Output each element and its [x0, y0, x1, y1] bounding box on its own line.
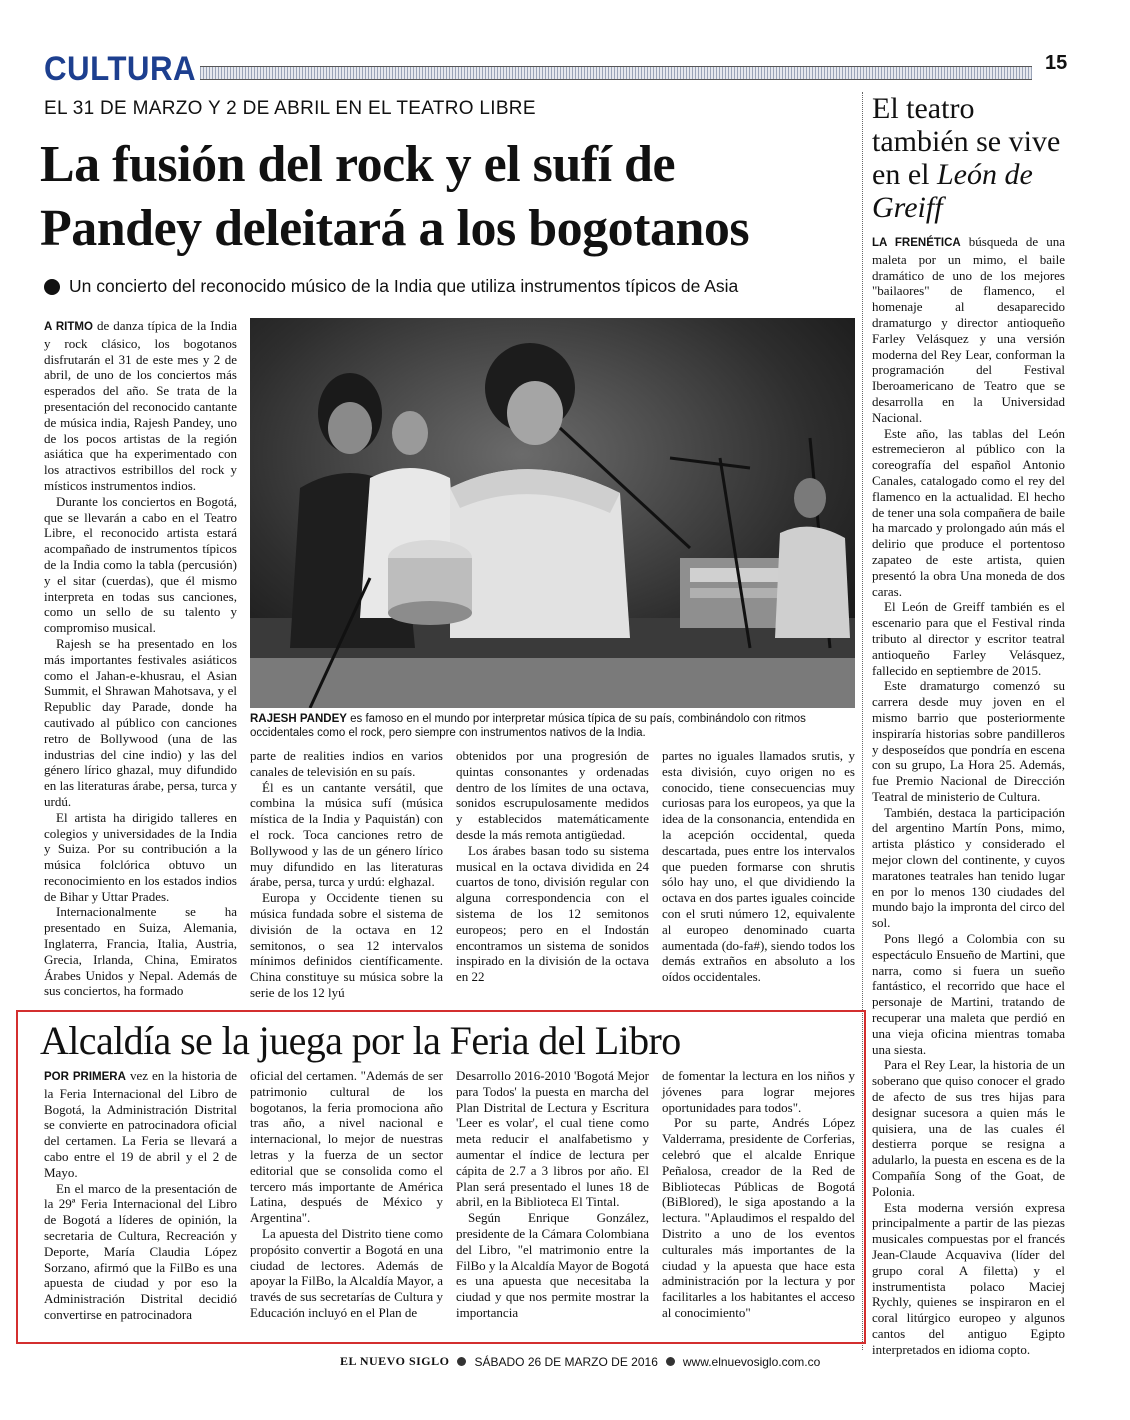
page-footer — [340, 1354, 820, 1369]
paragraph: El León de Greiff también es el escenario para que el Festival rinda tributo al director y escritor teatral antioqueño Farley Velásquez, fallecido en septiembre de 2015. — [872, 599, 1065, 678]
page-number: 15 — [1045, 52, 1068, 74]
paragraph: Este dramaturgo comenzó su carrera desde muy joven en el mismo barrio que posteriormente inspiraría historias sobre pandilleros y desposeídos que pondría en escena con su grupo, La Hora 25. Además, fue Premio Nacional de Dirección Teatral de ministerio de Cultura. — [872, 678, 1065, 804]
paragraph — [44, 1068, 237, 1181]
second-article-column-2 — [250, 1068, 443, 1321]
paragraph: Rajesh se ha presentado en los más importantes festivales asiáticos como el Jahan-e-khusrau, el Asian Summit, el Shrawan Mahotsava, y el Republic day Parade, donde ha cautivado al público con canciones retro de Bollywood (una de las industrias del cine indio) y las del género lírico ghazal, muy difundido en las literaturas árabe, persa, turca y urdú. — [44, 635, 237, 809]
paragraph: Los árabes basan todo su sistema musical en la octava dividida en 24 cuartos de tono, división regular con alguna correspondencia con el sistema de los 12 semitonos europeos; pero en el Indostán encontramos un sistema de sonidos inspirado en la división de la octava en 22 — [456, 842, 649, 985]
paragraph: Por su parte, Andrés López Valderrama, presidente de Corferias, celebró que el alcalde Enrique Peñalosa, creador de la Red de Bibliotecas Públicas de Bogotá (BiBlored), le siga apostando a la lectura. "Aplaudimos el respaldo del Distrito a uno de los eventos culturales más importantes de la ciudad y la apuesta que hace esta administración por la lectura y por facilitarles a los habitantes el acceso al conocimiento" — [662, 1115, 855, 1320]
paragraph: Durante los conciertos en Bogotá, que se llevarán a cabo en el Teatro Libre, el reconocido artista estará acompañado de instrumentos típicos de la India como la tabla (percusión) y el sitar (cuerdas), que él mismo interpreta en todas sus canciones, como un sello de su talento y compromiso musical. — [44, 493, 237, 636]
sidebar-headline-text: El teatro también se vive en el — [872, 92, 1061, 191]
paragraph: Él es un cantante versátil, que combina la música sufí (música mística de la India y Paquistán) con el rock. Toca canciones retro de Bollywood y las de un género lírico muy difundido en las literaturas árabe, persa, turca y urdú: elghazal. — [250, 779, 443, 890]
musicians-photo-illustration — [250, 318, 855, 708]
paragraph: Europa y Occidente tienen su música fundada sobre el sistema de división de la octava en 12 semitonos, o sea 12 intervalos mínimos definidos científicamente. China constituye su música sobre la serie de los 12 lyú — [250, 890, 443, 1000]
deck-text: Un concierto del reconocido músico de la India que utiliza instrumentos típicos de Asia — [69, 276, 739, 296]
paragraph: En el marco de la presentación de la 29ª Feria Internacional del Libro de Bogotá a líderes de opinión, la secretaria de Cultura, Recreación y Deporte, María Claudia López Sorzano, afirmó que la FilBo es una apuesta de ciudad y por eso la Administración Distrital decidió convertirse en patrocinadora — [44, 1180, 237, 1322]
article-column-3 — [456, 748, 649, 985]
sidebar-headline — [872, 92, 1072, 224]
lead-words: A RITMO — [44, 321, 93, 333]
section-title: CULTURA — [44, 50, 197, 88]
paragraph: El artista ha dirigido talleres en colegios y universidades de la India y Suiza. Por su contribución a la música folclórica obtuvo un reconocimiento en los estados indios de Bihar y Uttar Prades. — [44, 809, 237, 904]
paragraph: Pons llegó a Colombia con su espectáculo Ensueño de Martini, que narra, como si fuera un sueño fantástico, el recorrido que hace el personaje de Martini, tratando de recuperar una maleta que perdió en una vieja oficina mientras tomaba una siesta. — [872, 931, 1065, 1057]
caption-text: es famoso en el mundo por interpretar música típica de su país, combinándolo con ritmos occidentales como el rock, pero siempre con instrumentos nativos de la India. — [250, 713, 806, 739]
headline-line-2: Pandey deleitará a los bogotanos — [40, 200, 750, 257]
paragraph: de fomentar la lectura en los niños y jóvenes para lograr mejores oportunidades para todos". — [662, 1068, 855, 1115]
newspaper-brand: EL NUEVO SIGLO — [340, 1354, 450, 1368]
second-article-column-3 — [456, 1068, 649, 1321]
paragraph-text: búsqueda de una maleta por un mimo, el baile dramático de uno de los mejores "bailaores" de flamenco, el homenaje al desaparecido dramaturgo y director antioqueño Farley Velásquez y una versión moderna del Rey Lear, conforman la programación del Festival Iberoamericano de Teatro que se desarrolla en la Universidad Nacional. — [872, 234, 1066, 425]
paragraph: Para el Rey Lear, la historia de un soberano que quiso conocer el grado de afecto de sus tres hijas para designar sucesora a quien más le quisiera, una de las cuales él destierra porque se resigna a adularlo, la puesta en escena es de la Compañía Song of the Goat, de Polonia. — [872, 1057, 1065, 1199]
article-column-1 — [44, 318, 237, 999]
paragraph: Según Enrique González, presidente de la Cámara Colombiana del Libro, "el matrimonio entre la FilBo y la Alcaldía Mayor de Bogotá es una apuesta que necesitaba la ciudad y que nos permite mostrar la importancia — [456, 1210, 649, 1320]
paragraph: Internacionalmente se ha presentado en Suiza, Alemania, Inglaterra, Francia, Italia, Austria, Grecia, Irlanda, China, Emiratos Árabes Unidos y Nepal. Además de sus conciertos, ha formado — [44, 904, 237, 999]
second-article-column-1 — [44, 1068, 237, 1323]
paragraph — [44, 318, 237, 494]
paragraph: oficial del certamen. "Además de ser patrimonio cultural de los bogotanos, la feria promociona año tras año, a nivel nacional e internacional, lo mejor de nuestras letras y la fuerza de un sector editorial que se consolida como el tercero más importante de América Latina, después de México y Argentina". — [250, 1068, 443, 1226]
paragraph: parte de realities indios en varios canales de televisión en su país. — [250, 748, 443, 779]
photo-caption — [250, 712, 855, 740]
bullet-icon — [666, 1357, 675, 1366]
article-headline — [40, 133, 860, 261]
paragraph: partes no iguales llamados srutis, y esta división, cuyo origen no es conocido, tiene consecuencias muy curiosas para los europeos, ya que la idea de la consonancia, entendida en la acepción occidental, queda descartada, pues entre los intervalos que pueden formarse con shrutis sólo hay uno, el que dividiendo la octava en dos partes iguales coincide con el sruti número 12, equivalente al europeo denominado cuarta aumentada (do-fa#), siendo todos los demás extraños en absoluto a los oídos occidentales. — [662, 748, 855, 985]
paragraph: Este año, las tablas del León estremecieron al público con la coreografía del español Antonio Canales, catalogado como el rey del flamenco en la actualidad. El hecho de tener una sola compañera de baile ha marcado y prolongado aún más el delirio que produce el portentoso zapateo de este artista, quien presentó la obra Una moneda de dos caras. — [872, 425, 1065, 599]
bullet-icon — [44, 279, 60, 295]
paragraph: También, destaca la participación del argentino Martín Pons, mimo, artista plástico y considerado el mejor clown del continente, y cuyos maratones teatrales han tenido lugar en por lo menos 130 ciudades del mundo bajo la impronta del circo del sol. — [872, 804, 1065, 931]
caption-name: RAJESH PANDEY — [250, 713, 347, 725]
second-article-column-4 — [662, 1068, 855, 1321]
sidebar-body — [872, 234, 1065, 1358]
article-column-2 — [250, 748, 443, 1001]
article-kicker: EL 31 DE MARZO Y 2 DE ABRIL EN EL TEATRO LIBRE — [44, 98, 536, 119]
article-deck — [44, 276, 844, 297]
bullet-icon — [457, 1357, 466, 1366]
paragraph-text: de danza típica de la India y rock clásico, los bogotanos disfrutarán el 31 de este mes y 2 de abril, de uno de los conciertos más esperados del año. Se trata de la presentación del reconocido cantante de música india, Rajesh Pandey, uno de los pocos artistas de la región asiática que ha experimentado con los atractivos estribillos del rock y místicos instrumentos indios. — [44, 318, 237, 493]
footer-date: SÁBADO 26 DE MARZO DE 2016 — [474, 1354, 658, 1369]
paragraph: Desarrollo 2016-2010 'Bogotá Mejor para Todos' la puesta en marcha del Plan Distrital de Lectura y Escritura 'Leer es volar', el cual tiene como meta reducir el analfabetismo y aumentar el índice de lectura per cápita de 2.7 a 3 libros por año. El Plan será presentado el lunes 18 de abril, en la Biblioteca El Tintal. — [456, 1068, 649, 1210]
paragraph — [872, 234, 1065, 426]
paragraph-text: vez en la historia de la Feria Internacional del Libro de Bogotá, la Administración Distrital se convierte en patrocinadora oficial del certamen. La Feria se llevará a cabo entre el 19 de abril y el 2 de Mayo. — [44, 1068, 237, 1180]
concert-photo — [250, 318, 855, 708]
lead-words: POR PRIMERA — [44, 1071, 126, 1083]
article-column-4 — [662, 748, 855, 985]
footer-url: www.elnuevosiglo.com.co — [682, 1354, 821, 1369]
headline-line-1: La fusión del rock y el sufí de — [40, 136, 676, 193]
second-article-headline: Alcaldía se la juega por la Feria del Libro — [40, 1018, 681, 1063]
lead-words: LA FRENÉTICA — [872, 237, 961, 249]
paragraph: Esta moderna versión expresa principalmente a partir de las piezas musicales compuestas por el francés Jean-Claude Acquaviva (líder del grupo coral A filetta) y el instrumentista polaco Maciej Rychly, quienes se inspiraron en el coral litúrgico europeo y algunos cantos del antiguo Egipto interpretados en idioma copto. — [872, 1199, 1065, 1357]
sidebar-headline-emphasis: León de Greiff — [872, 158, 1033, 224]
paragraph: La apuesta del Distrito tiene como propósito convertir a Bogotá en una ciudad de lectores. Además de apoyar la FilBo, la Alcaldía Mayor, a través de sus secretarías de Cultura y Educación incluyó en el Plan de — [250, 1225, 443, 1320]
header-rule — [200, 66, 1032, 80]
paragraph: obtenidos por una progresión de quintas consonantes y ordenadas dentro de los límites de una octava, sonidos escrupulosamente medidos y establecidos matemáticamente desde la más remota antigüedad. — [456, 748, 649, 842]
